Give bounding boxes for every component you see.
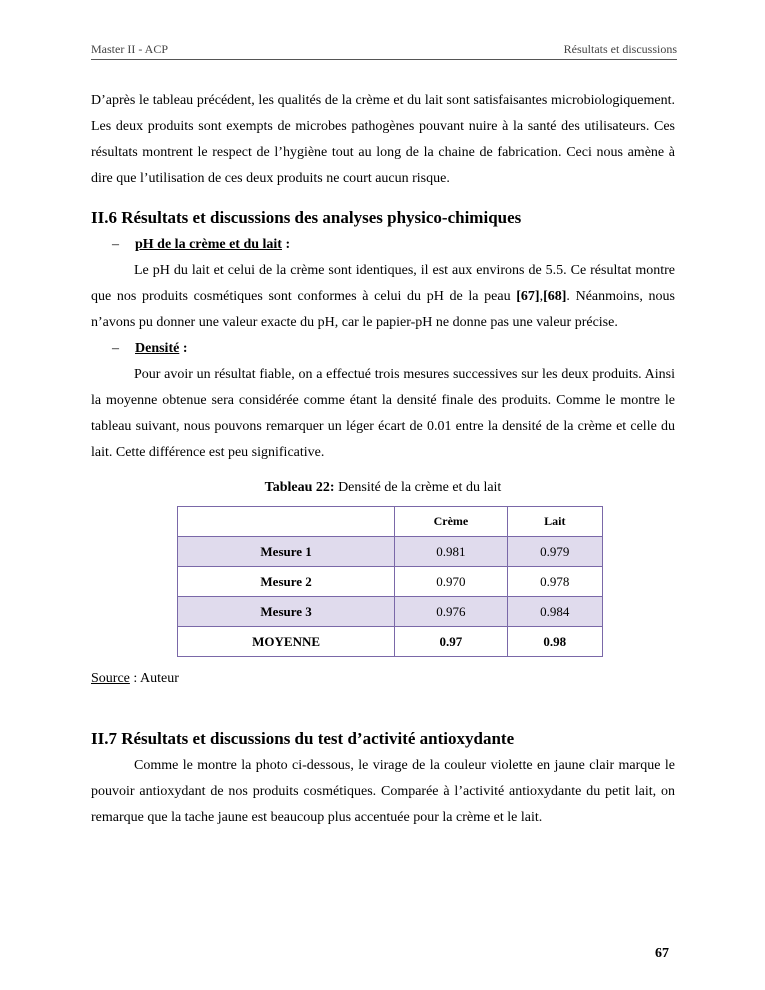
creme-value: 0.976 (395, 597, 507, 627)
ph-label: pH de la crème et du lait (135, 237, 282, 252)
row-label: Mesure 3 (178, 597, 395, 627)
table-header-row (178, 507, 603, 537)
section-ii6-title: II.6 Résultats et discussions des analyses physico-chimiques (91, 208, 522, 227)
ph-ref-67: [67] (516, 289, 540, 304)
density-paragraph: Pour avoir un résultat fiable, on a effectué trois mesures successives sur les deux produits. Ainsi la moyenne obtenue sera considérée comme étant la densité finale des produits. Comme le montre le tableau suivant, nous pouvons remarquer un léger écart de 0.01 entre la densité de la crème et celle du lait. Cette différence est peu significative. (91, 367, 675, 460)
page-number: 67 (655, 946, 669, 961)
row-label: Mesure 1 (178, 537, 395, 567)
density-dash: – (112, 341, 119, 356)
intro-paragraph: D’après le tableau précédent, les qualités de la crème et du lait sont satisfaisantes microbiologiquement. Les deux produits sont exempts de microbes pathogènes pouvant nuire à la santé des utilisateurs. Ces résultats montrent le respect de l’hygiène tout au long de la chaine de fabrication. Ceci nous amène à dire que l’utilisation de ces deux produits ne court aucun risque. (91, 93, 675, 186)
table-row-average (178, 627, 603, 657)
lait-average: 0.98 (507, 627, 602, 657)
ph-text-after: . Néanmoins, nous n’avons pu donner une valeur exacte du pH, car le papier-pH ne donne pas une valeur précise. (91, 289, 675, 330)
ph-ref-68: [68] (543, 289, 567, 304)
source-label: Source (91, 671, 130, 686)
header-right: Résultats et discussions (563, 42, 677, 56)
table-header-lait: Lait (507, 507, 602, 537)
table-caption-text: Densité de la crème et du lait (334, 480, 502, 495)
lait-value: 0.984 (507, 597, 602, 627)
page-content (91, 88, 675, 831)
creme-value: 0.970 (395, 567, 507, 597)
creme-value: 0.981 (395, 537, 507, 567)
section-ii7-paragraph: Comme le montre la photo ci-dessous, le virage de la couleur violette en jaune clair marque le pouvoir antioxydant de nos produits cosmétiques. Comparée à l’activité antioxydante du petit lait, on remarque que la tache jaune est beaucoup plus accentuée pour la crème et le lait. (91, 758, 675, 825)
table-row (178, 597, 603, 627)
ph-paragraph (91, 258, 675, 336)
ph-dash: – (112, 237, 119, 252)
table-source (91, 669, 675, 689)
table-row (178, 537, 603, 567)
ph-bullet (91, 232, 675, 258)
density-table (177, 506, 603, 657)
density-bullet (91, 336, 675, 362)
ph-colon: : (281, 237, 291, 252)
table-row (178, 567, 603, 597)
creme-average: 0.97 (395, 627, 507, 657)
table-header-creme: Crème (395, 507, 507, 537)
table-header-empty (178, 507, 395, 537)
source-text: : Auteur (129, 671, 179, 686)
page-header (91, 42, 677, 60)
density-label: Densité (135, 341, 180, 356)
table-caption-label: Tableau 22: (264, 480, 335, 495)
table-caption (91, 478, 675, 498)
row-label: MOYENNE (178, 627, 395, 657)
lait-value: 0.979 (507, 537, 602, 567)
density-colon: : (179, 341, 188, 356)
section-ii7-title: II.7 Résultats et discussions du test d’activité antioxydante (91, 729, 515, 748)
row-label: Mesure 2 (178, 567, 395, 597)
lait-value: 0.978 (507, 567, 602, 597)
header-left: Master II - ACP (91, 42, 168, 56)
ph-text-before: Le pH du lait et celui de la crème sont identiques, il est aux environs de 5.5. Ce résultat montre que nos produits cosmétiques sont conformes à celui du pH de la peau (91, 263, 675, 304)
ph-ref-sep: , (539, 289, 544, 304)
